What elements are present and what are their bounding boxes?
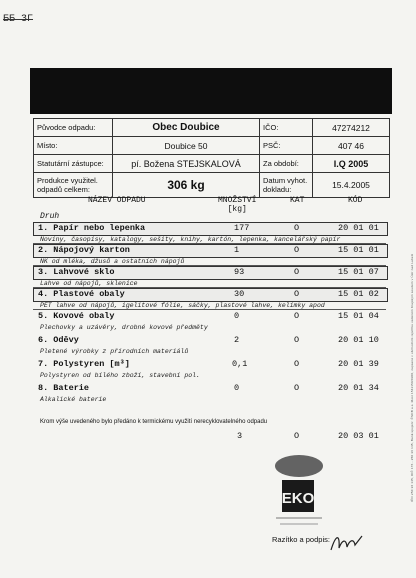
ico-label: IČO: bbox=[260, 119, 313, 137]
item-qty: 0 bbox=[234, 383, 240, 393]
psc-label: PSČ: bbox=[260, 137, 313, 155]
row-separator bbox=[33, 309, 386, 310]
item-name: 2. Nápojový karton bbox=[38, 245, 130, 255]
item-kod: 20 01 34 bbox=[338, 383, 379, 393]
item-description: PET lahve od nápojů, igelitové fólie, sáčky, plastové lahve, kelímky apod bbox=[40, 302, 325, 309]
side-text bbox=[402, 120, 414, 510]
item-kat: O bbox=[294, 359, 300, 369]
item-kat: O bbox=[294, 223, 300, 233]
item-kat: O bbox=[294, 335, 300, 345]
header-table bbox=[33, 118, 390, 198]
puvodce-label: Původce odpadu: bbox=[34, 119, 113, 137]
psc-value: 407 46 bbox=[313, 137, 390, 155]
extra-kod: 20 03 01 bbox=[338, 431, 379, 441]
side-text-content: IČO 250 36 145, DIČ 176 - 250 36 145, Bank.spojení: ČSOB a.s. Most 1541150/0300, zapsaná v obchodním rejstříku vedeném Krajským soudem v Ústí nad Labem bbox=[410, 253, 414, 502]
datum-value: 15.4.2005 bbox=[313, 173, 390, 198]
item-kod: 15 01 02 bbox=[338, 289, 379, 299]
misto-value: Doubice 50 bbox=[113, 137, 260, 155]
ico-value: 47274212 bbox=[313, 119, 390, 137]
item-qty: 2 bbox=[234, 335, 240, 345]
zastupce-label: Statutární zástupce: bbox=[34, 155, 113, 173]
obdobi-value: I.Q 2005 bbox=[313, 155, 390, 173]
puvodce-value: Obec Doubice bbox=[113, 119, 260, 137]
item-kod: 20 01 39 bbox=[338, 359, 379, 369]
item-kat: O bbox=[294, 245, 300, 255]
item-kod: 15 01 07 bbox=[338, 267, 379, 277]
item-kod: 20 01 01 bbox=[338, 223, 379, 233]
note-text: Krom výše uvedeného bylo předáno k termickému využití nerecyklovatelného odpadu bbox=[40, 419, 268, 425]
item-description: Lahve od nápojů, sklenice bbox=[40, 280, 138, 287]
item-description: Plechovky a uzávěry, drobné kovové předměty bbox=[40, 324, 208, 331]
item-name: 3. Lahvové sklo bbox=[38, 267, 115, 277]
item-name: 5. Kovové obaly bbox=[38, 311, 115, 321]
handwritten-signature bbox=[328, 530, 368, 556]
produkce-label: Produkce využitel. odpadů celkem: bbox=[34, 173, 113, 198]
item-description: Polystyren od bílého zboží, stavební pol. bbox=[40, 372, 200, 379]
company-stamp bbox=[268, 450, 330, 530]
item-name: 8. Baterie bbox=[38, 383, 90, 393]
redaction-band bbox=[30, 68, 392, 114]
item-name: 1. Papír nebo lepenka bbox=[38, 223, 146, 233]
extra-kat: O bbox=[294, 431, 300, 441]
item-kat: O bbox=[294, 311, 300, 321]
item-description: NK od mléka, džusů a ostatních nápojů bbox=[40, 258, 185, 265]
podpis-label: Razítko a podpis: bbox=[272, 535, 330, 544]
item-qty: 0 bbox=[234, 311, 240, 321]
item-kat: O bbox=[294, 267, 300, 277]
col-kod: KÓD bbox=[348, 196, 363, 205]
item-kat: O bbox=[294, 289, 300, 299]
col-druh: Druh bbox=[40, 212, 60, 221]
col-kat: KAT bbox=[290, 196, 305, 205]
item-description: Alkalické baterie bbox=[40, 396, 107, 403]
misto-label: Místo: bbox=[34, 137, 113, 155]
item-qty: 93 bbox=[234, 267, 245, 277]
col-mnozstvi-unit: [kg] bbox=[227, 205, 247, 214]
produkce-value: 306 kg bbox=[113, 173, 260, 198]
col-mnozstvi-label: MNOŽSTVÍ bbox=[218, 196, 257, 205]
col-nazev: NÁZEV ODPADU bbox=[88, 196, 146, 205]
item-qty: 177 bbox=[234, 223, 250, 233]
item-kod: 15 01 01 bbox=[338, 245, 379, 255]
item-kod: 15 01 04 bbox=[338, 311, 379, 321]
item-kat: O bbox=[294, 383, 300, 393]
item-qty: 0,1 bbox=[232, 359, 248, 369]
stamp-text: EKO bbox=[281, 490, 315, 507]
zastupce-value: pí. Božena STEJSKALOVÁ bbox=[113, 155, 260, 173]
item-kod: 20 01 10 bbox=[338, 335, 379, 345]
item-description: Pletené výrobky z přírodních materiálů bbox=[40, 348, 189, 355]
corner-mark: ББ 3Г bbox=[3, 14, 34, 25]
col-mnozstvi bbox=[218, 196, 256, 214]
item-description: Noviny, časopisy, katalogy, sešity, knihy, kartón, lepenka, kancelářský papír bbox=[40, 236, 341, 243]
item-qty: 30 bbox=[234, 289, 245, 299]
item-name: 4. Plastové obaly bbox=[38, 289, 125, 299]
obdobi-label: Za období: bbox=[260, 155, 313, 173]
item-qty: 1 bbox=[234, 245, 240, 255]
extra-qty: 3 bbox=[237, 431, 243, 441]
datum-label: Datum vyhot. dokladu: bbox=[260, 173, 313, 198]
item-name: 6. Oděvy bbox=[38, 335, 79, 345]
item-name: 7. Polystyren [m³] bbox=[38, 359, 130, 369]
